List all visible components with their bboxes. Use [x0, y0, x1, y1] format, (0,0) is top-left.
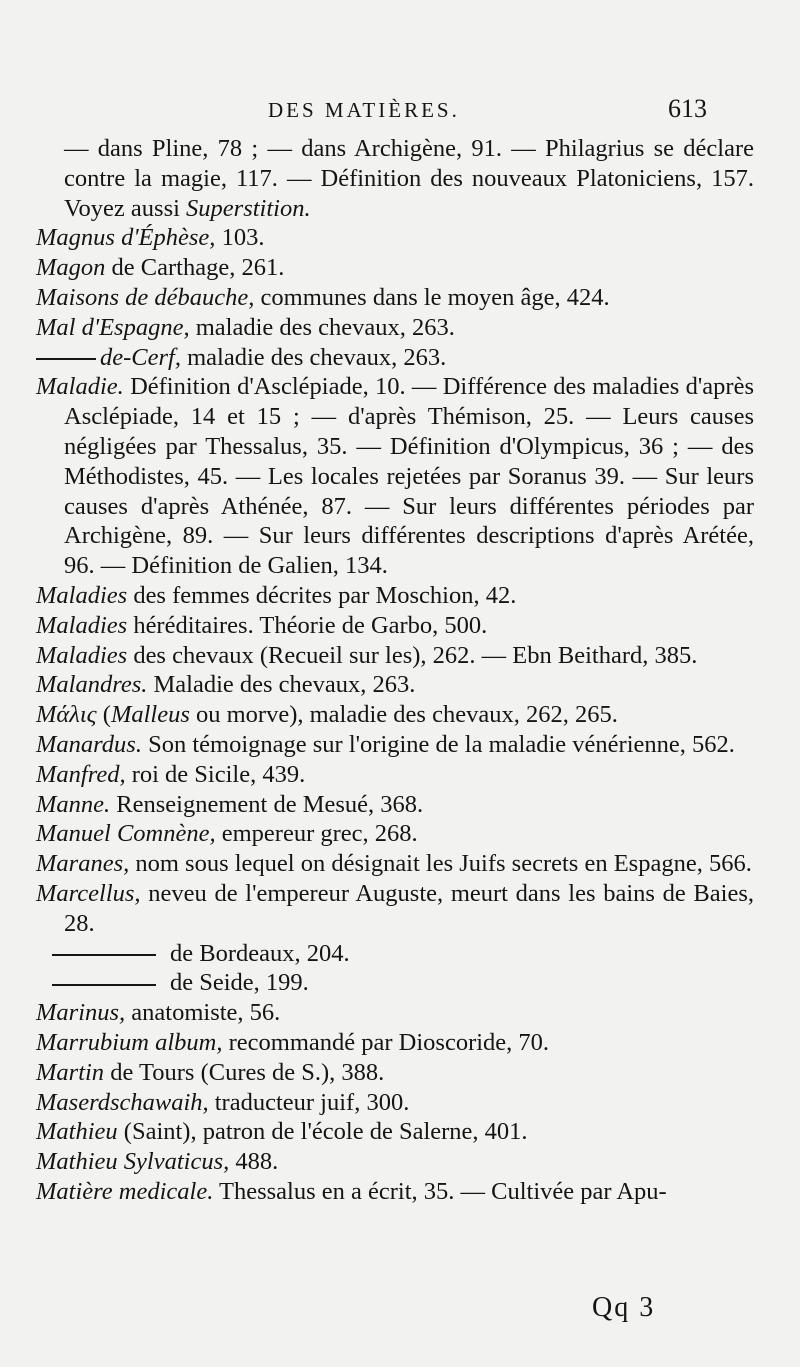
entry-headword: Mathieu Sylvaticus, [36, 1148, 230, 1176]
page-number: 613 [668, 94, 707, 123]
entry-headword: Maladies [36, 641, 128, 669]
entry-headword: Manne. [36, 790, 111, 818]
entry-headword: de-Cerf, [100, 343, 181, 371]
entry-text: — dans Pline, 78 ; — dans Archigène, 91. — Philagrius se déclare contre la magie, 117. — Définition des nouveaux Platoniciens, 157. Voyez aussi [64, 135, 754, 222]
index-entry [0, 849, 754, 879]
entry-headword: Magnus d'Éphèse, [36, 224, 216, 252]
entry-text: Maladie des chevaux, 263. [147, 671, 416, 699]
entry-text: de Carthage, 261. [105, 254, 285, 282]
index-entry [0, 1117, 754, 1147]
entry-text: traducteur juif, 300. [208, 1088, 410, 1116]
entry-text: empereur grec, 268. [215, 820, 418, 848]
index-entry [0, 760, 754, 790]
index-entry [0, 1088, 754, 1118]
entry-text: des chevaux (Recueil sur les), 262. — Ebn Beithard, 385. [127, 641, 698, 669]
ditto-rule [52, 954, 156, 956]
entry-headword: Maladies [36, 581, 128, 609]
running-title: DES MATIÈRES. [268, 98, 460, 122]
index-entries [0, 134, 800, 1207]
running-head [0, 94, 800, 134]
entry-text: maladie des chevaux, 263. [189, 313, 455, 341]
index-entry [0, 581, 754, 611]
entry-text: Renseignement de Mesué, 368. [110, 790, 424, 818]
index-entry [0, 134, 754, 223]
index-entry [0, 730, 754, 760]
index-entry [0, 1028, 754, 1058]
entry-text: Son témoignage sur l'origine de la maladie vénérienne, 562. [141, 730, 735, 758]
entry-headword: Maladies [36, 611, 128, 639]
entry-headword: Μάλις [36, 701, 97, 729]
index-entry [0, 998, 754, 1028]
signature-mark: Qq 3 [592, 1292, 656, 1323]
index-entry [0, 939, 742, 969]
entry-headword: Magon [36, 254, 106, 282]
entry-headword: Marinus, [36, 999, 126, 1027]
entry-headword: Manardus. [36, 730, 142, 758]
index-entry [0, 700, 754, 730]
entry-text: 103. [215, 224, 265, 252]
entry-text: ou morve), maladie des chevaux, 262, 265. [189, 701, 618, 729]
index-entry [0, 1058, 754, 1088]
entry-text: héréditaires. Théorie de Garbo, 500. [127, 611, 488, 639]
index-entry [0, 1147, 754, 1177]
index-entry [0, 879, 754, 939]
entry-text: de Tours (Cures de S.), 388. [104, 1058, 385, 1086]
entry-text: 488. [229, 1148, 279, 1176]
entry-headword: Matière medicale. [36, 1177, 214, 1205]
entry-text: (Saint), patron de l'école de Salerne, 401. [117, 1118, 528, 1146]
entry-headword: Maisons de débauche, [36, 283, 255, 311]
entry-text: nom sous lequel on désignait les Juifs secrets en Espagne, 566. [129, 850, 752, 878]
index-entry [0, 790, 754, 820]
index-entry [0, 253, 754, 283]
index-entry [0, 283, 754, 313]
index-entry [0, 223, 754, 253]
entry-headword: Marrubium album, [36, 1028, 223, 1056]
entry-text: neveu de l'empereur Auguste, meurt dans les bains de Baies, 28. [64, 879, 754, 937]
entry-headword: Maladie. [36, 373, 124, 401]
ditto-rule [52, 984, 156, 986]
entry-text: des femmes décrites par Moschion, 42. [127, 581, 517, 609]
entry-headword: Martin [36, 1058, 105, 1086]
index-entry [0, 611, 754, 641]
index-entry [0, 313, 754, 343]
index-entry [0, 670, 754, 700]
entry-headword: Marcellus, [36, 879, 141, 907]
index-entry [0, 372, 754, 581]
entry-text: roi de Sicile, 439. [125, 760, 306, 788]
entry-text: ( [96, 701, 111, 729]
index-entry [0, 641, 754, 671]
entry-headword: Mal d'Espagne, [36, 313, 190, 341]
entry-headword: Manuel Comnène, [36, 820, 216, 848]
index-entry [0, 343, 754, 373]
ditto-rule [36, 358, 96, 360]
entry-text: communes dans le moyen âge, 424. [254, 283, 610, 311]
entry-text: recommandé par Dioscoride, 70. [222, 1028, 550, 1056]
entry-headword: Mathieu [36, 1118, 118, 1146]
entry-headword: Maranes, [36, 850, 130, 878]
entry-text: maladie des chevaux, 263. [180, 343, 447, 371]
entry-text: de Seide, 199. [170, 969, 309, 997]
index-entry [0, 1177, 754, 1207]
entry-text: Définition d'Asclépiade, 10. — Différence des maladies d'après Asclépiade, 14 et 15 ; — d'après Thémison, 25. — Leurs causes négligées par Thessalus, 35. — Définition d'Olympicus, 36 ; — des Méthodistes, 45. — Les locales rejetées par Soranus 39. — Sur leurs causes d'après Athénée, 87. — Sur leurs différentes périodes par Archigène, 89. — Sur leurs différentes descriptions d'après Arétée, 96. — Définition de Galien, 134. [64, 373, 754, 580]
index-entry [0, 819, 754, 849]
entry-text: Thessalus en a écrit, 35. — Cultivée par Apu- [213, 1177, 667, 1205]
index-entry [0, 968, 742, 998]
entry-text: de Bordeaux, 204. [170, 939, 350, 967]
entry-headword: Malandres. [36, 671, 148, 699]
entry-cross-reference: Superstition. [186, 194, 311, 222]
entry-headword: Maserdschawaih, [36, 1088, 209, 1116]
entry-italic-term: Malleus [110, 701, 190, 729]
entry-headword: Manfred, [36, 760, 126, 788]
entry-text: anatomiste, 56. [125, 999, 281, 1027]
